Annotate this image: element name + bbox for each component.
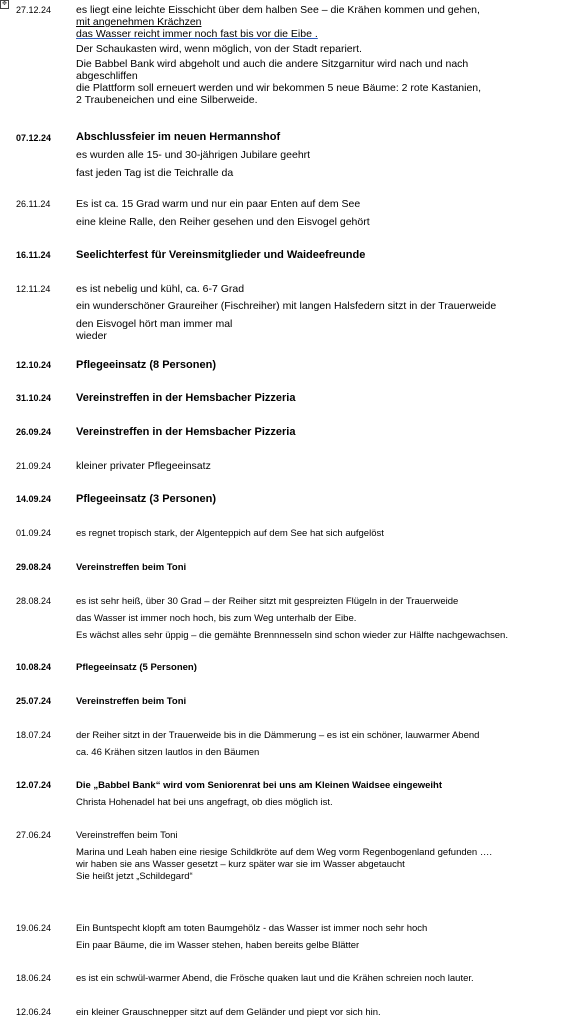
entry-date: 27.12.24	[16, 5, 52, 15]
entry-date: 18.06.24	[16, 973, 52, 983]
entry-date: 01.09.24	[16, 528, 52, 538]
entry-line: das Wasser ist immer noch hoch, bis zum Weg unterhalb der Eibe.	[76, 613, 357, 624]
entry-line: Abschlussfeier im neuen Hermannshof	[76, 131, 281, 143]
entry-date: 29.08.24	[16, 562, 52, 572]
entry-date: 12.06.24	[16, 1007, 52, 1017]
entry-line: wir haben sie ans Wasser gesetzt – kurz später war sie im Wasser abgetaucht	[76, 859, 405, 870]
entry-line: es ist nebelig und kühl, ca. 6-7 Grad	[76, 283, 245, 295]
entry-line: Vereinstreffen beim Toni	[76, 830, 178, 841]
entry-line: Marina und Leah haben eine riesige Schildkröte auf dem Weg vorm Regenbogenland gefunden ….	[76, 847, 492, 858]
entry-date: 25.07.24	[16, 696, 52, 706]
entry-line: ca. 46 Krähen sitzen lautlos in den Bäumen	[76, 747, 260, 758]
entry-line: es liegt eine leichte Eisschicht über dem halben See – die Krähen kommen und gehen,	[76, 4, 480, 16]
entry-date: 14.09.24	[16, 494, 52, 504]
entry-date: 26.09.24	[16, 427, 52, 437]
entry-line: kleiner privater Pflegeeinsatz	[76, 460, 211, 472]
entry-line: Vereinstreffen beim Toni	[76, 696, 187, 707]
entry-line: Es wächst alles sehr üppig – die gemähte Brennnesseln sind schon wieder zur Hälfte nachgewachsen.	[76, 630, 508, 641]
entry-date: 10.08.24	[16, 662, 52, 672]
entry-line: Christa Hohenadel hat bei uns angefragt, ob dies möglich ist.	[76, 797, 333, 808]
entry-line: Vereinstreffen beim Toni	[76, 562, 187, 573]
entry-line: den Eisvogel hört man immer mal	[76, 318, 233, 330]
entry-date: 12.11.24	[16, 284, 51, 294]
entry-line: Ein Buntspecht klopft am toten Baumgehölz - das Wasser ist immer noch sehr hoch	[76, 923, 428, 934]
entry-line: Die „Babbel Bank“ wird vom Seniorenrat bei uns am Kleinen Waidsee eingeweiht	[76, 780, 443, 791]
entry-line: es ist sehr heiß, über 30 Grad – der Reiher sitzt mit gespreizten Flügeln in der Trauerweide	[76, 596, 459, 607]
entry-date: 16.11.24	[16, 250, 51, 260]
entry-date: 21.09.24	[16, 461, 52, 471]
entry-line: Pflegeeinsatz (3 Personen)	[76, 493, 216, 505]
entry-line: es regnet tropisch stark, der Algenteppich auf dem See hat sich aufgelöst	[76, 528, 384, 539]
entry-line: die Plattform soll erneuert werden und wir bekommen 5 neue Bäume: 2 rote Kastanien,	[76, 82, 482, 94]
entry-line: Ein paar Bäume, die im Wasser stehen, haben bereits gelbe Blätter	[76, 940, 360, 951]
entry-line: fast jeden Tag ist die Teichralle da	[76, 167, 234, 179]
entry-line: der Reiher sitzt in der Trauerweide bis in die Dämmerung – es ist ein schöner, lauwarmer Abend	[76, 730, 480, 741]
entry-line: mit angenehmen Krächzen	[76, 16, 202, 28]
entry-date: 27.06.24	[16, 830, 52, 840]
entry-line: es ist ein schwül-warmer Abend, die Frösche quaken laut und die Krähen schreien noch lauter.	[76, 973, 474, 984]
entry-date: 12.10.24	[16, 360, 52, 370]
move-handle-icon[interactable]: ✥	[1, 1, 8, 7]
entry-line: Die Babbel Bank wird abgeholt und auch die andere Sitzgarnitur wird nach und nach	[76, 58, 469, 70]
entry-date: 12.07.24	[16, 780, 52, 790]
entry-line: Vereinstreffen in der Hemsbacher Pizzeria	[76, 426, 296, 438]
entry-line: Es ist ca. 15 Grad warm und nur ein paar Enten auf dem See	[76, 198, 361, 210]
entry-line: Der Schaukasten wird, wenn möglich, von der Stadt repariert.	[76, 43, 362, 55]
entry-date: 07.12.24	[16, 133, 52, 143]
entry-date: 19.06.24	[16, 923, 52, 933]
entry-line: Pflegeeinsatz (8 Personen)	[76, 359, 216, 371]
entry-line: es wurden alle 15- und 30-jährigen Jubilare geehrt	[76, 149, 311, 161]
entry-date: 18.07.24	[16, 730, 52, 740]
entry-line: das Wasser reicht immer noch fast bis vor die Eibe .	[76, 28, 318, 40]
entry-date: 26.11.24	[16, 199, 51, 209]
entry-line: Seelichterfest für Vereinsmitglieder und Waideefreunde	[76, 249, 366, 261]
entry-date: 28.08.24	[16, 596, 52, 606]
entry-line: ein wunderschöner Graureiher (Fischreiher) mit langen Halsfedern sitzt in der Trauerweide	[76, 300, 497, 312]
entry-line: wieder	[76, 330, 107, 342]
entry-line: ein kleiner Grauschnepper sitzt auf dem Geländer und piept vor sich hin.	[76, 1007, 381, 1018]
entry-line: Pflegeeinsatz (5 Personen)	[76, 662, 197, 673]
entry-date: 31.10.24	[16, 393, 52, 403]
entry-line: abgeschliffen	[76, 70, 138, 82]
entry-line: Sie heißt jetzt „Schildegard“	[76, 871, 193, 882]
entry-line: eine kleine Ralle, den Reiher gesehen und den Eisvogel gehört	[76, 216, 370, 228]
entry-line: 2 Traubeneichen und eine Silberweide.	[76, 94, 258, 106]
entry-line: Vereinstreffen in der Hemsbacher Pizzeria	[76, 392, 296, 404]
